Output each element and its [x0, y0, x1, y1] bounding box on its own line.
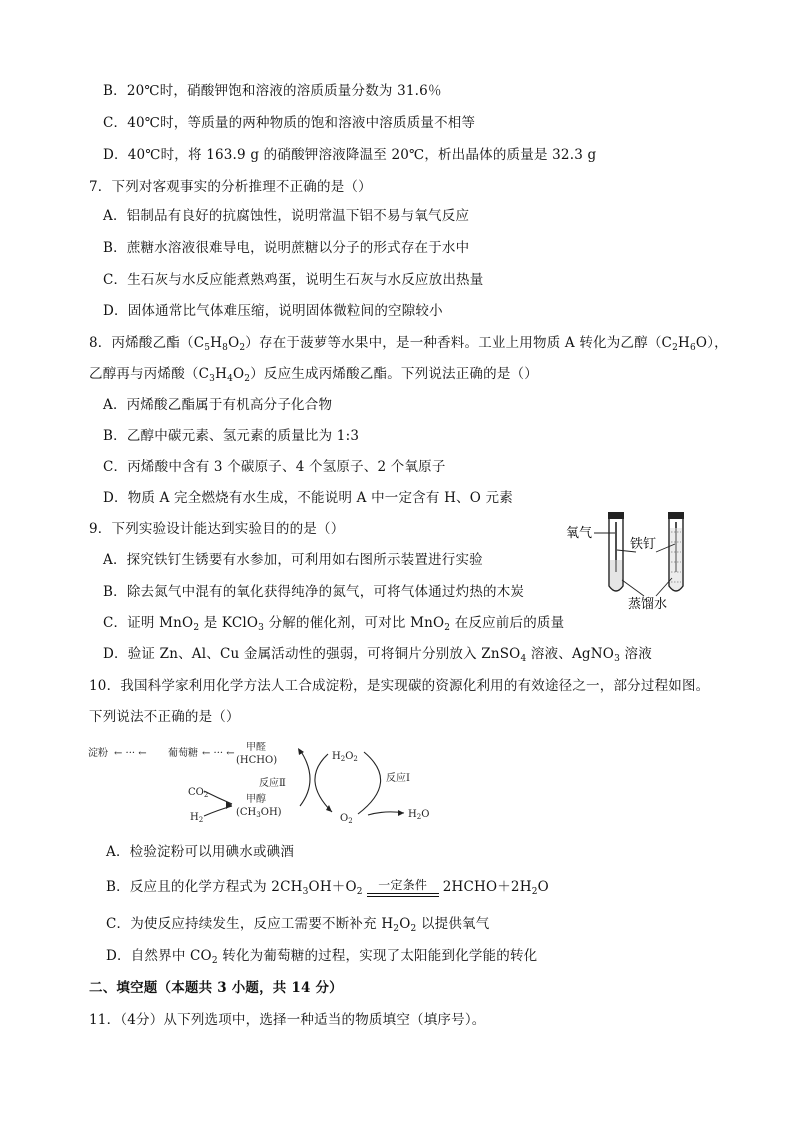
methanol-label: 甲醇 — [246, 794, 266, 805]
reaction-condition: 一定条件 — [367, 879, 439, 897]
arrow-dots-1: ← ··· ← — [114, 748, 147, 759]
q7-option-d: D．固体通常比气体难压缩，说明固体微粒间的空隙较小 — [103, 303, 443, 319]
test-tube-diagram — [560, 510, 700, 615]
q8-stem-line1: 8．丙烯酸乙酯$(C_5H_8O_2)$存在于菠萝等水果中，是一种香料。工业上用物质 A 转化为乙醇$(C_2H_6O)$， — [89, 335, 728, 353]
q10-stem-line1: 10．我国科学家利用化学方法人工合成淀粉，是实现碳的资源化利用的有效途径之一，部分过程如图。 — [89, 678, 710, 694]
right-water — [670, 528, 682, 590]
starch-label: 淀粉 — [88, 748, 108, 759]
left-tube-stopper — [608, 512, 624, 519]
h2o-label: $H_2O$ — [408, 809, 430, 821]
q7-option-c: C．生石灰与水反应能煮熟鸡蛋，说明生石灰与水反应放出热量 — [103, 272, 484, 288]
q11-stem: 11．（4分）从下列选项中，选择一种适当的物质填空（填序号）。 — [89, 1012, 486, 1028]
q9-option-a: A．探究铁钉生锈要有水参加，可利用如右图所示装置进行实验 — [103, 552, 483, 568]
reaction-cycle-diagram — [86, 742, 436, 827]
reaction-1-label: 反应Ⅰ — [386, 773, 410, 784]
q8-option-c: C．丙烯酸中含有 3 个碳原子、4 个氢原子、2 个氧原子 — [103, 459, 446, 475]
formaldehyde-formula: (HCHO) — [236, 755, 278, 766]
methanol-formula: $(CH_3OH)$ — [236, 807, 282, 819]
q10-stem-line2: 下列说法不正确的是（） — [89, 709, 240, 725]
q6-option-d: D．40℃时，将 163.9 g 的硝酸钾溶液降温至 20℃，析出晶体的质量是 32.3 g — [103, 147, 597, 163]
q6-option-c: C．40℃时，等质量的两种物质的饱和溶液中溶质质量不相等 — [103, 115, 476, 131]
label-nail: 铁钉 — [630, 537, 657, 552]
glucose-label: 葡萄糖 — [168, 748, 198, 759]
q9-stem: 9．下列实验设计能达到实验目的的是（） — [89, 521, 345, 537]
section-2-title: 二、填空题（本题共 3 小题，共 14 分） — [89, 980, 343, 996]
h2-label: $H_2$ — [190, 812, 204, 824]
label-water: 蒸馏水 — [628, 597, 668, 612]
q8-option-d: D．物质 A 完全燃烧有水生成，不能说明 A 中一定含有 H、O 元素 — [103, 490, 513, 506]
q7-option-b: B．蔗糖水溶液很难导电，说明蔗糖以分子的形式存在于水中 — [103, 240, 470, 256]
q8-option-a: A．丙烯酸乙酯属于有机高分子化合物 — [103, 397, 333, 413]
right-tube-stopper — [668, 512, 684, 519]
q10-option-a: A．检验淀粉可以用碘水或碘酒 — [106, 844, 295, 860]
arc-reaction-1 — [358, 752, 381, 814]
q7-option-a: A．铝制品有良好的抗腐蚀性，说明常温下铝不易与氧气反应 — [103, 208, 470, 224]
label-oxygen: 氧气 — [566, 526, 593, 541]
reaction-2-label: 反应Ⅱ — [259, 778, 286, 789]
h2o2-label: $H_2O_2$ — [332, 751, 358, 763]
q10-option-b: B．反应且的化学方程式为 $2CH_3OH+O_2$ 一定条件 $2HCHO+2H_2O$ — [106, 877, 549, 897]
q10-option-d: D．自然界中 $CO_2$ 转化为葡萄糖的过程，实现了太阳能到化学能的转化 — [106, 948, 538, 966]
q9-option-c: C．证明 MnO$_2$ 是 KClO$_3$ 分解的催化剂，可对比 MnO$_2$ 在反应前后的质量 — [103, 615, 565, 633]
formaldehyde-label: 甲醛 — [246, 742, 266, 753]
q6-option-b: B．20℃时，硝酸钾饱和溶液的溶质质量分数为 31.6％ — [103, 83, 442, 99]
q9-option-d: D．验证 Zn、Al、Cu 金属活动性的强弱，可将铜片分别放入 ZnSO$_4$ 溶液、AgNO$_3$ 溶液 — [103, 646, 652, 664]
arc-h2o2-to-o2 — [315, 754, 332, 812]
q10-option-c: C．为使反应持续发生，反应工需要不断补充 $H_2O_2$ 以提供氧气 — [106, 916, 490, 934]
co2-label: $CO_2$ — [188, 787, 209, 799]
q8-option-b: B．乙醇中碳元素、氢元素的质量比为 1:3 — [103, 428, 360, 444]
arc-reaction-2 — [300, 750, 310, 806]
q7-stem: 7．下列对客观事实的分析推理不正确的是（） — [89, 179, 372, 195]
q8-stem-line2: 乙醇再与丙烯酸$(C_3H_4O_2)$反应生成丙烯酸乙酯。下列说法正确的是（） — [89, 366, 538, 384]
arrow-dots-2: ← ··· ← — [202, 748, 235, 759]
o2-label: $O_2$ — [340, 813, 353, 825]
left-water — [610, 560, 622, 590]
q9-option-b: B．除去氮气中混有的氧化获得纯净的氮气，可将气体通过灼热的木炭 — [103, 584, 525, 600]
